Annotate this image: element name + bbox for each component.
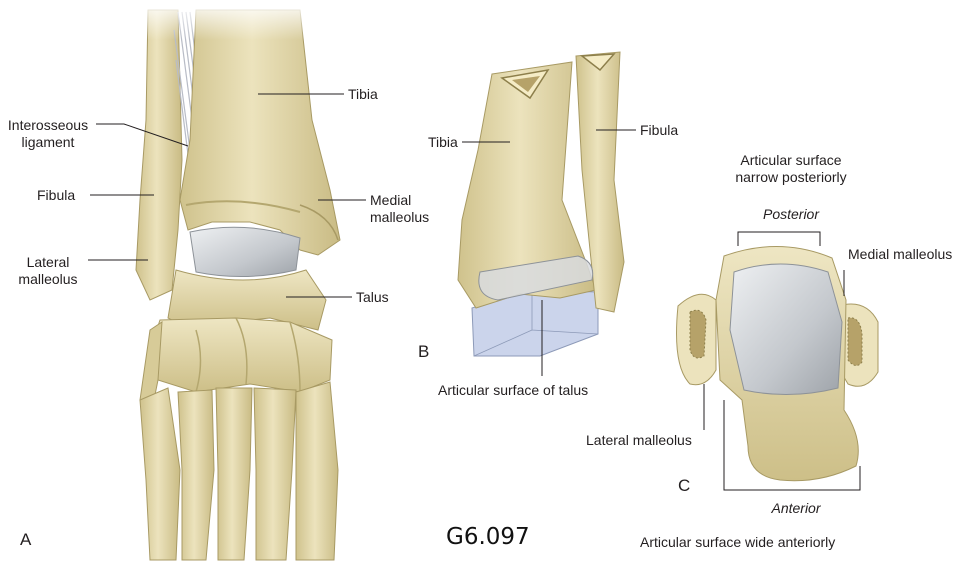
tibia-bone-a xyxy=(180,10,340,255)
label-tibia-b: Tibia xyxy=(428,134,458,150)
label-lateral-malleolus-c: Lateral malleolus xyxy=(586,432,692,448)
fibula-bone-a xyxy=(136,10,182,300)
figure-code: G6.097 xyxy=(446,524,530,550)
label-fibula-b: Fibula xyxy=(640,122,679,138)
label-talus-a: Talus xyxy=(356,289,389,305)
label-medial-malleolus-a-line2: malleolus xyxy=(370,209,430,225)
label-medial-malleolus-c: Medial malleolus xyxy=(848,246,953,262)
panel-c-illustration xyxy=(677,246,879,480)
panel-label-a: A xyxy=(20,530,32,549)
label-wide-anteriorly: Articular surface wide anteriorly xyxy=(640,534,836,550)
label-interosseous-line2: ligament xyxy=(21,134,75,150)
label-articular-surface-talus: Articular surface of talus xyxy=(438,382,589,398)
panel-label-b: B xyxy=(418,342,430,361)
trochlea-cartilage xyxy=(730,264,842,395)
label-narrow-line2: narrow posteriorly xyxy=(735,169,847,185)
label-medial-malleolus-a-line1: Medial xyxy=(370,192,412,208)
panel-a-illustration xyxy=(130,0,360,560)
label-posterior: Posterior xyxy=(762,206,820,222)
label-narrow-line1: Articular surface xyxy=(740,152,842,168)
label-lateral-malleolus-a-line1: Lateral xyxy=(26,254,70,270)
label-anterior: Anterior xyxy=(771,500,821,516)
label-interosseous-line1: Interosseous xyxy=(7,117,89,133)
talus-cartilage-a xyxy=(190,227,300,276)
label-lateral-malleolus-a-line2: malleolus xyxy=(18,271,78,287)
panel-label-c: C xyxy=(678,476,691,495)
metatarsals xyxy=(140,382,338,560)
label-tibia-a: Tibia xyxy=(348,86,378,102)
panel-b-illustration xyxy=(458,52,624,356)
label-fibula-a: Fibula xyxy=(37,187,76,203)
